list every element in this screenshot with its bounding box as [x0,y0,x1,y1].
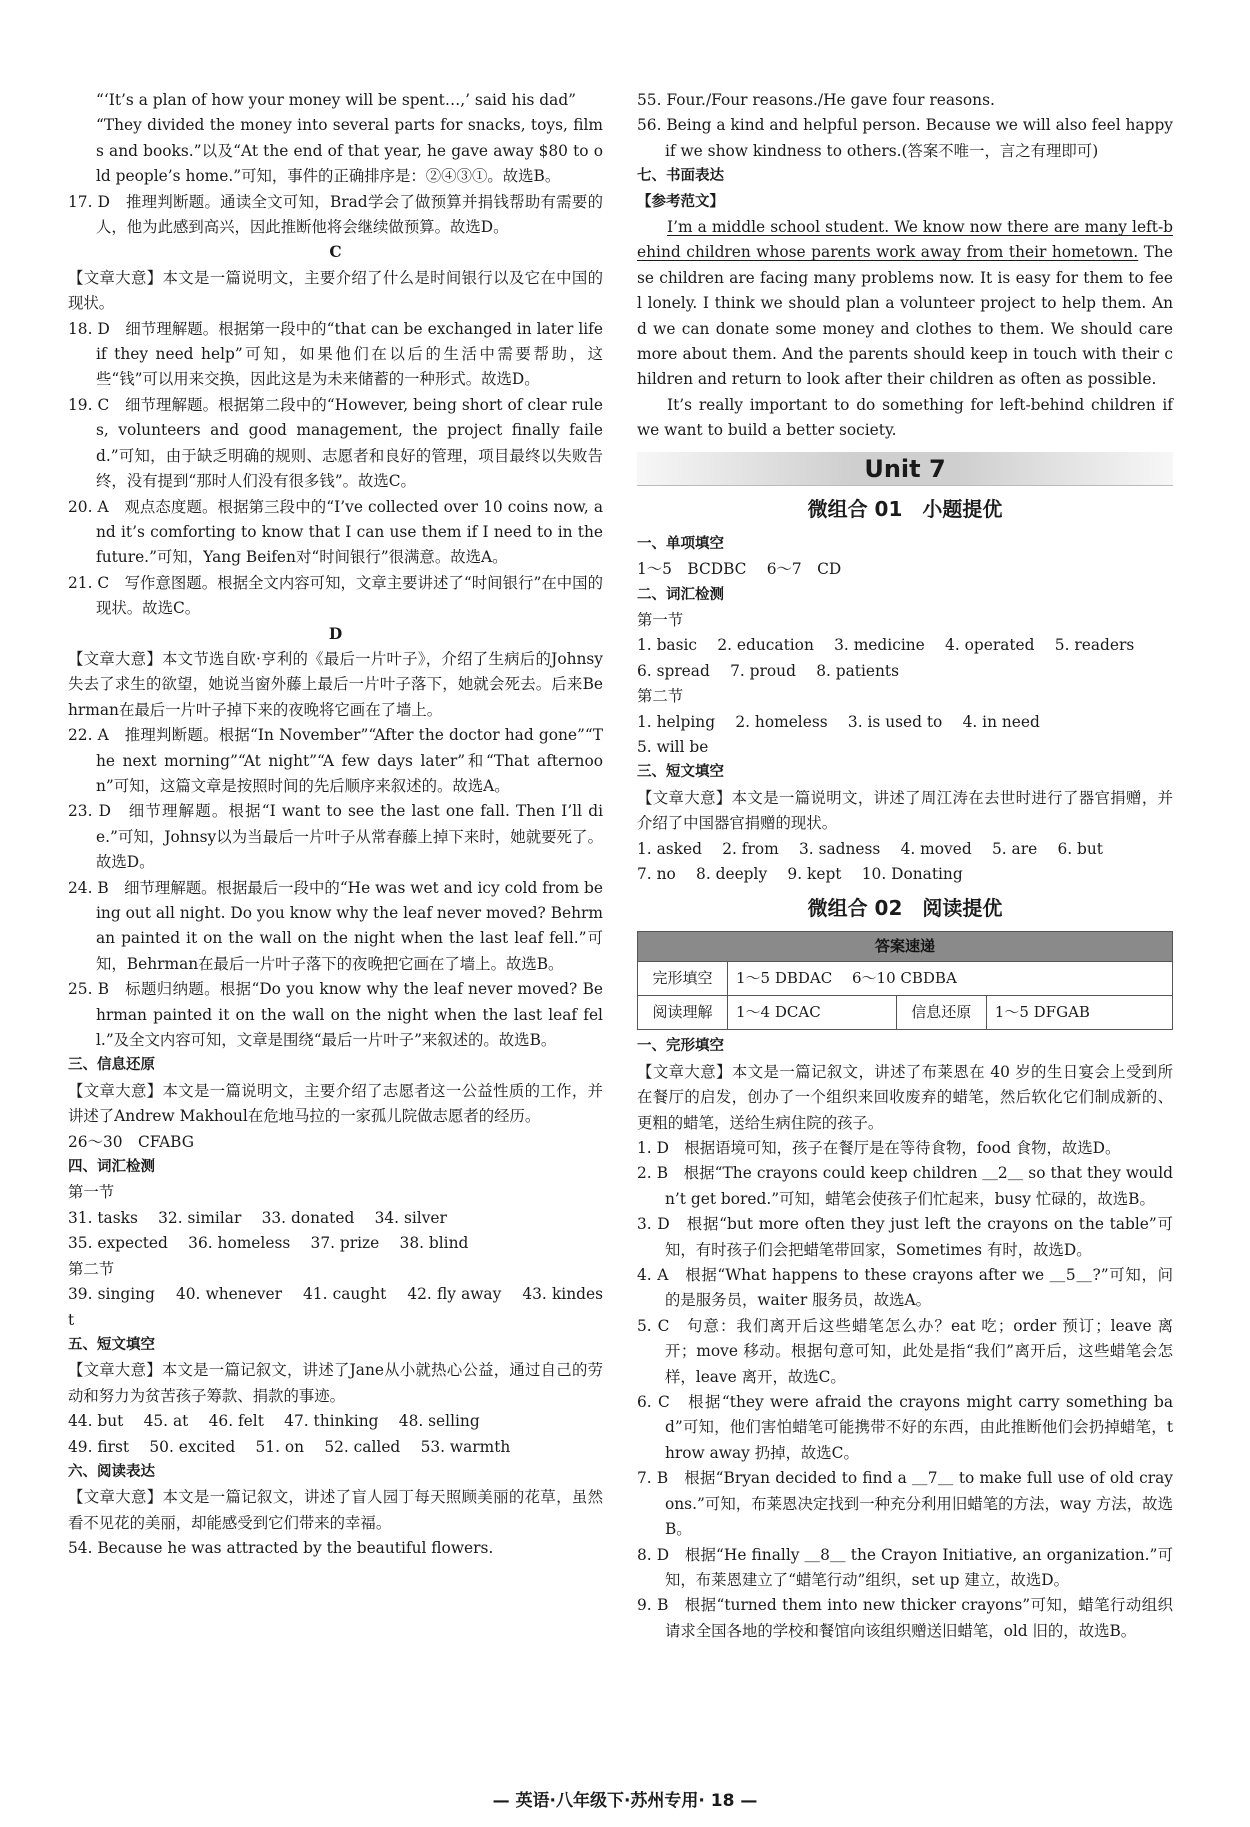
passage-letter: C [329,243,342,262]
answer-line: “‘It’s a plan of how your money will be spent…,’ said his dad” [96,91,577,109]
answer-line: 8. D 根据“He finally ＿8＿ the Crayon Initiative, an organization.”可知，布莱恩建立了“蜡笔行动”组织，set up 建立，故选D。 [637,1545,1173,1589]
info-restore-label: 信息还原 [896,996,986,1030]
quick-answer-header: 答案速递 [638,932,1173,962]
answer-line: 【文章大意】本文是一篇记叙文，讲述了Jane从小就热心公益，通过自己的劳动和努力为贫苦孩子筹款、捐款的事迹。 [68,1361,603,1405]
answer-line: 1～5 BCDBC 6～7 CD [637,560,842,579]
answer-line: 49. first 50. excited 51. on 52. called 53. warmth [68,1437,511,1456]
answer-line: 55. Four./Four reasons./He gave four reasons. [637,91,995,109]
group-02-title: 微组合 02 阅读提优 [807,896,1003,921]
section-heading: 【参考范文】 [637,193,724,210]
passage-letter: D [328,624,343,643]
unit-title-banner: Unit 7 [637,452,1173,486]
answer-line: 【文章大意】本文节选自欧·亨利的《最后一片叶子》，介绍了生病后的Johnsy失去了求生的欲望，她说当窗外藤上最后一片叶子落下，她就会死去。后来Behrman在最后一片叶子掉下来的夜晚将它画在了墙上。 [68,649,603,719]
answer-line: 【文章大意】本文是一篇说明文，主要介绍了什么是时间银行以及它在中国的现状。 [68,268,603,313]
answer-line: 第一节 [637,610,684,629]
info-restore-answers: 1～5 DFGAB [986,996,1172,1030]
right-column [637,88,1173,1644]
answer-line: 1. helping 2. homeless 3. is used to 4. in need [637,712,1040,731]
reading-label: 阅读理解 [638,996,728,1030]
answer-line: 1. basic 2. education 3. medicine 4. operated 5. readers [637,636,1135,655]
section-heading: 七、书面表达 [637,168,724,185]
answer-line: 第二节 [637,687,684,706]
answer-line: 1. asked 2. from 3. sadness 4. moved 5. are 6. but [637,839,1103,858]
model-essay-paragraph-2: It’s really important to do something for left-behind children if we want to build a better society. [637,395,1173,440]
answer-line: 24. B 细节理解题。根据最后一段中的“He was wet and icy cold from being out all night. Do you know why the leaf never moved? Behrman painted it on the wall on the night when the last leaf fell.”可知，Behrman在最后一片叶子落下的夜晚把它画在了墙上。故选B。 [68,878,603,973]
model-essay-rest: These children are facing many problems now. It is easy for them to feel lonely. I think we should plan a volunteer project to help them. And we can donate some money and clothes to them. We should care more about them. And the parents should keep in touch with their children and return to look after their children as often as possible. [637,243,1173,389]
cloze-label: 完形填空 [638,962,728,996]
answer-line: 4. A 根据“What happens to these crayons after we ＿5＿?”可知，问的是服务员，waiter 服务员，故选A。 [637,1266,1173,1310]
model-essay-paragraph-1 [637,215,1173,393]
answer-line: 1. D 根据语境可知，孩子在餐厅是在等待食物，food 食物，故选D。 [637,1139,1121,1157]
answer-line: 【文章大意】本文是一篇说明文，主要介绍了志愿者这一公益性质的工作，并讲述了Andrew Makhoul在危地马拉的一家孤儿院做志愿者的经历。 [68,1081,603,1126]
group-01-answers [637,532,1173,888]
section-heading: 二、词汇检测 [637,586,724,603]
left-column [68,88,603,1562]
section-heading: 一、单项填空 [637,535,724,552]
answer-line: 6. C 根据“they were afraid the crayons might carry something bad”可知，他们害怕蜡笔可能携带不好的东西，由此推断他们会扔掉蜡笔，throw away 扔掉，故选C。 [637,1393,1173,1462]
section-heading: 六、阅读表达 [68,1463,155,1480]
answer-line: 第二节 [68,1259,115,1278]
answer-line: 25. B 标题归纳题。根据“Do you know why the leaf never moved? Behrman painted it on the wall on the night when the last leaf fell.”及全文内容可知，文章是围绕“最后一片叶子”来叙述的。故选B。 [68,980,603,1050]
answer-line: 21. C 写作意图题。根据全文内容可知，文章主要讲述了“时间银行”在中国的现状。故选C。 [68,573,603,618]
answer-line: 31. tasks 32. similar 33. donated 34. silver [68,1208,447,1227]
model-essay-underlined-sentence: I’m a middle school student. We know now there are many left-behind children whose parents work away from their hometown. [637,218,1173,262]
answer-line: 7. no 8. deeply 9. kept 10. Donating [637,864,963,883]
section-heading: 一、完形填空 [637,1038,724,1055]
answer-line: 23. D 细节理解题。根据“I want to see the last one fall. Then I’ll die.”可知，Johnsy以为当最后一片叶子从常春藤上掉下来时，她就要死了。故选D。 [68,802,603,872]
cloze-answers: 1～5 DBDAC 6～10 CBDBA [728,962,1173,996]
page-footer: — 英语·八年级下·苏州专用· 18 — [492,1791,758,1811]
answer-line: 18. D 细节理解题。根据第一段中的“that can be exchanged in later life if they need help”可知，如果他们在以后的生活中需要帮助，这些“钱”可以用来交换，因此这是为未来储蓄的一种形式。故选D。 [68,319,603,389]
answer-line: 5. will be [637,737,709,756]
answer-line: 26～30 CFABG [68,1132,195,1151]
answer-line: 5. C 句意：我们离开后这些蜡笔怎么办？eat 吃；order 预订；leave 离开；move 移动。根据句意可知，此处是指“我们”离开后，这些蜡笔会怎样，leave 离开，故选C。 [637,1316,1173,1386]
section-heading: 三、短文填空 [637,764,724,781]
answer-line: 17. D 推理判断题。通读全文可知，Brad学会了做预算并捐钱帮助有需要的人，他为此感到高兴，因此推断他将会继续做预算。故选D。 [68,192,603,237]
reading-answers: 1～4 DCAC [728,996,897,1030]
cloze-explanations [637,1034,1173,1644]
answer-line: 22. A 推理判断题。根据“In November”“After the doctor had gone”“The next morning”“At night”“A few days later”和“That afternoon”可知，这篇文章是按照时间的先后顺序来叙述的。故选A。 [68,726,603,795]
answer-line: 【文章大意】本文是一篇记叙文，讲述了盲人园丁每天照顾美丽的花草，虽然看不见花的美丽，却能感受到它们带来的幸福。 [68,1488,603,1532]
answer-line: 44. but 45. at 46. felt 47. thinking 48. selling [68,1412,480,1431]
section-heading: 三、信息还原 [68,1057,155,1074]
answer-line: 第一节 [68,1183,115,1202]
quick-answer-table [637,931,1173,1030]
answer-line: 9. B 根据“turned them into new thicker crayons”可知，蜡笔行动组织请求全国各地的学校和餐馆向该组织赠送旧蜡笔，old 旧的，故选B。 [637,1596,1173,1640]
answer-line: 【文章大意】本文是一篇说明文，讲述了周江涛在去世时进行了器官捐赠，并介绍了中国器官捐赠的现状。 [637,788,1173,833]
group-01-title: 微组合 01 小题提优 [807,496,1003,521]
section-heading: 五、短文填空 [68,1336,155,1353]
answer-line: 19. C 细节理解题。根据第二段中的“However, being short of clear rules, volunteers and good management, the project finally failed.”可知，由于缺乏明确的规则、志愿者和良好的管理，项目最终以失败告终，没有提到“那时人们没有很多钱”。故选C。 [68,395,603,491]
section-heading: 四、词汇检测 [68,1159,155,1176]
answer-line: 【文章大意】本文是一篇记叙文，讲述了布莱恩在 40 岁的生日宴会上受到所在餐厅的启发，创办了一个组织来回收废弃的蜡笔，然后软化它们制成新的、更粗的蜡笔，送给生病住院的孩子。 [637,1062,1173,1132]
answer-line: 7. B 根据“Bryan decided to find a ＿7＿ to make full use of old crayons.”可知，布莱恩决定找到一种充分利用旧蜡笔的方法，way 方法，故选B。 [637,1469,1173,1539]
answer-line: 56. Being a kind and helpful person. Because we will also feel happy if we show kindness to others.(答案不唯一，言之有理即可) [637,116,1173,160]
answer-line: 39. singing 40. whenever 41. caught 42. fly away 43. kindest [68,1285,603,1329]
answer-line: “They divided the money into several parts for snacks, toys, films and books.”以及“At the end of that year, he gave away $80 to old people’s home.”可知，事件的正确排序是：②④③①。故选B。 [96,116,603,186]
answer-line: 54. Because he was attracted by the beautiful flowers. [68,1539,494,1558]
answer-line: 2. B 根据“The crayons could keep children ＿2＿ so that they wouldn’t get bored.”可知，蜡笔会使孩子们忙起来，busy 忙碌的，故选B。 [637,1164,1173,1208]
answer-line: 6. spread 7. proud 8. patients [637,661,900,680]
right-top-answers [637,88,1173,215]
answer-line: 3. D 根据“but more often they just left the crayons on the table”可知，有时孩子们会把蜡笔带回家，Sometimes 有时，故选D。 [637,1215,1173,1259]
answer-line: 20. A 观点态度题。根据第三段中的“I’ve collected over 10 coins now, and it’s comforting to know that I can use them if I need to in the future.”可知，Yang Beifen对“时间银行”很满意。故选A。 [68,497,603,567]
answer-line: 35. expected 36. homeless 37. prize 38. blind [68,1234,469,1253]
